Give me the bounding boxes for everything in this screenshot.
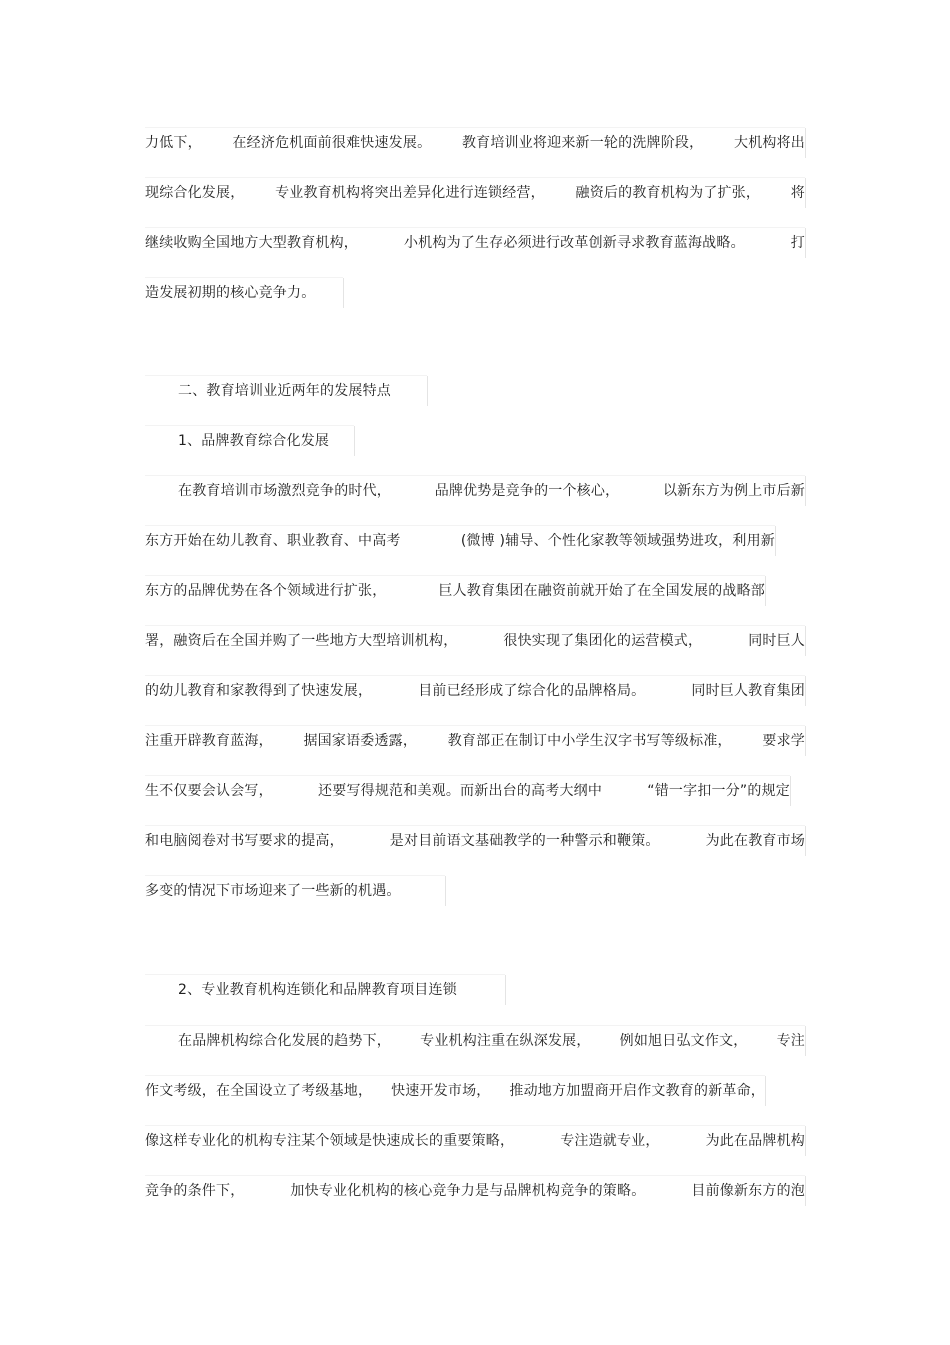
text-segment: 专注: [776, 1033, 805, 1049]
text-segment: 加快专业化机构的核心竞争力是与品牌机构竞争的策略。: [290, 1183, 646, 1199]
text-segment: 教育部正在制订中小学生汉字书写等级标准，: [447, 733, 732, 749]
text-segment: 大机构将出: [734, 135, 805, 151]
text-segment: 同时巨人教育集团: [691, 683, 805, 699]
text-segment: 推动地方加盟商开启作文教育的新革命，: [509, 1083, 765, 1099]
text-line: [145, 1028, 805, 1054]
text-segment: 在经济危机面前很难快速发展。: [232, 135, 432, 151]
text-segment: 继续收购全国地方大型教育机构，: [145, 235, 358, 251]
text-segment: 在教育培训市场激烈竞争的时代，: [178, 483, 391, 499]
text-segment: 生不仅要会认会写，: [145, 783, 273, 799]
text-segment: 在品牌机构综合化发展的趋势下，: [178, 1033, 391, 1049]
text-segment: 是对目前语文基础教学的一种警示和鞭策。: [389, 833, 660, 849]
text-segment: 多变的情况下市场迎来了一些新的机遇。: [145, 883, 401, 899]
text-segment: 小机构为了生存必须进行改革创新寻求教育蓝海战略。: [403, 235, 745, 251]
text-line: [145, 878, 445, 904]
text-segment: 同时巨人: [748, 633, 805, 649]
text-line: [145, 230, 805, 256]
text-segment: 很快实现了集团化的运营模式，: [503, 633, 703, 649]
text-line: [145, 180, 805, 206]
text-line: [145, 678, 805, 704]
text-line: [145, 728, 805, 754]
text-segment: 品牌优势是竞争的一个核心，: [434, 483, 620, 499]
text-segment: 专注造就专业，: [560, 1133, 660, 1149]
text-segment: 像这样专业化的机构专注某个领域是快速成长的重要策略，: [145, 1133, 515, 1149]
text-segment: 东方的品牌优势在各个领域进行扩张，: [145, 583, 387, 599]
section-heading: 二、教育培训业近两年的发展特点: [145, 378, 427, 404]
text-segment: 的幼儿教育和家教得到了快速发展，: [145, 683, 373, 699]
text-segment: 要求学: [762, 733, 805, 749]
text-segment: 力低下，: [145, 135, 202, 151]
text-line: [145, 1178, 805, 1204]
text-segment: 还要写得规范和美观。而新出台的高考大纲中: [318, 783, 603, 799]
text-segment: 快速开发市场，: [391, 1083, 491, 1099]
text-line: [145, 828, 805, 854]
text-segment: 为此在品牌机构: [705, 1133, 805, 1149]
text-segment: 据国家语委透露，: [303, 733, 418, 749]
text-segment: 为此在教育市场: [705, 833, 805, 849]
text-segment: 竞争的条件下，: [145, 1183, 245, 1199]
text-segment: 和电脑阅卷对书写要求的提高，: [145, 833, 344, 849]
subsection-heading: 1、品牌教育综合化发展: [145, 428, 354, 454]
subsection-heading: 2、专业教育机构连锁化和品牌教育项目连锁: [145, 977, 505, 1003]
text-segment: 例如旭日弘文作文，: [619, 1033, 748, 1049]
text-segment: 专业教育机构将突出差异化进行连锁经营，: [275, 185, 545, 201]
text-segment: 造发展初期的核心竞争力。: [145, 285, 316, 301]
text-segment: 将: [790, 185, 805, 201]
text-segment: 作文考级，在全国设立了考级基地，: [145, 1083, 373, 1099]
text-segment: 教育培训业将迎来新一轮的洗牌阶段，: [461, 135, 704, 151]
text-line: [145, 1128, 805, 1154]
text-line: [145, 280, 343, 306]
text-segment: (微博 )辅导、个性化家教等领域强势进攻，利用新: [460, 533, 775, 549]
text-segment: 现综合化发展，: [145, 185, 245, 201]
text-segment: 以新东方为例上市后新: [662, 483, 805, 499]
text-segment: 融资后的教育机构为了扩张，: [575, 185, 761, 201]
text-line: [145, 478, 805, 504]
text-segment: 注重开辟教育蓝海，: [145, 733, 273, 749]
text-segment: 目前像新东方的泡: [691, 1183, 805, 1199]
text-line: [145, 528, 775, 554]
text-line: [145, 778, 790, 804]
text-segment: 署，融资后在全国并购了一些地方大型培训机构，: [145, 633, 458, 649]
text-segment: 东方开始在幼儿教育、职业教育、中高考: [145, 533, 401, 549]
text-segment: 专业机构注重在纵深发展，: [420, 1033, 591, 1049]
text-line: [145, 578, 765, 604]
text-line: [145, 628, 805, 654]
text-line: [145, 1078, 765, 1104]
text-segment: 打: [790, 235, 805, 251]
text-line: [145, 130, 805, 156]
text-segment: “错一字扣一分”的规定: [647, 783, 790, 799]
text-segment: 目前已经形成了综合化的品牌格局。: [418, 683, 646, 699]
text-segment: 巨人教育集团在融资前就开始了在全国发展的战略部: [438, 583, 765, 599]
